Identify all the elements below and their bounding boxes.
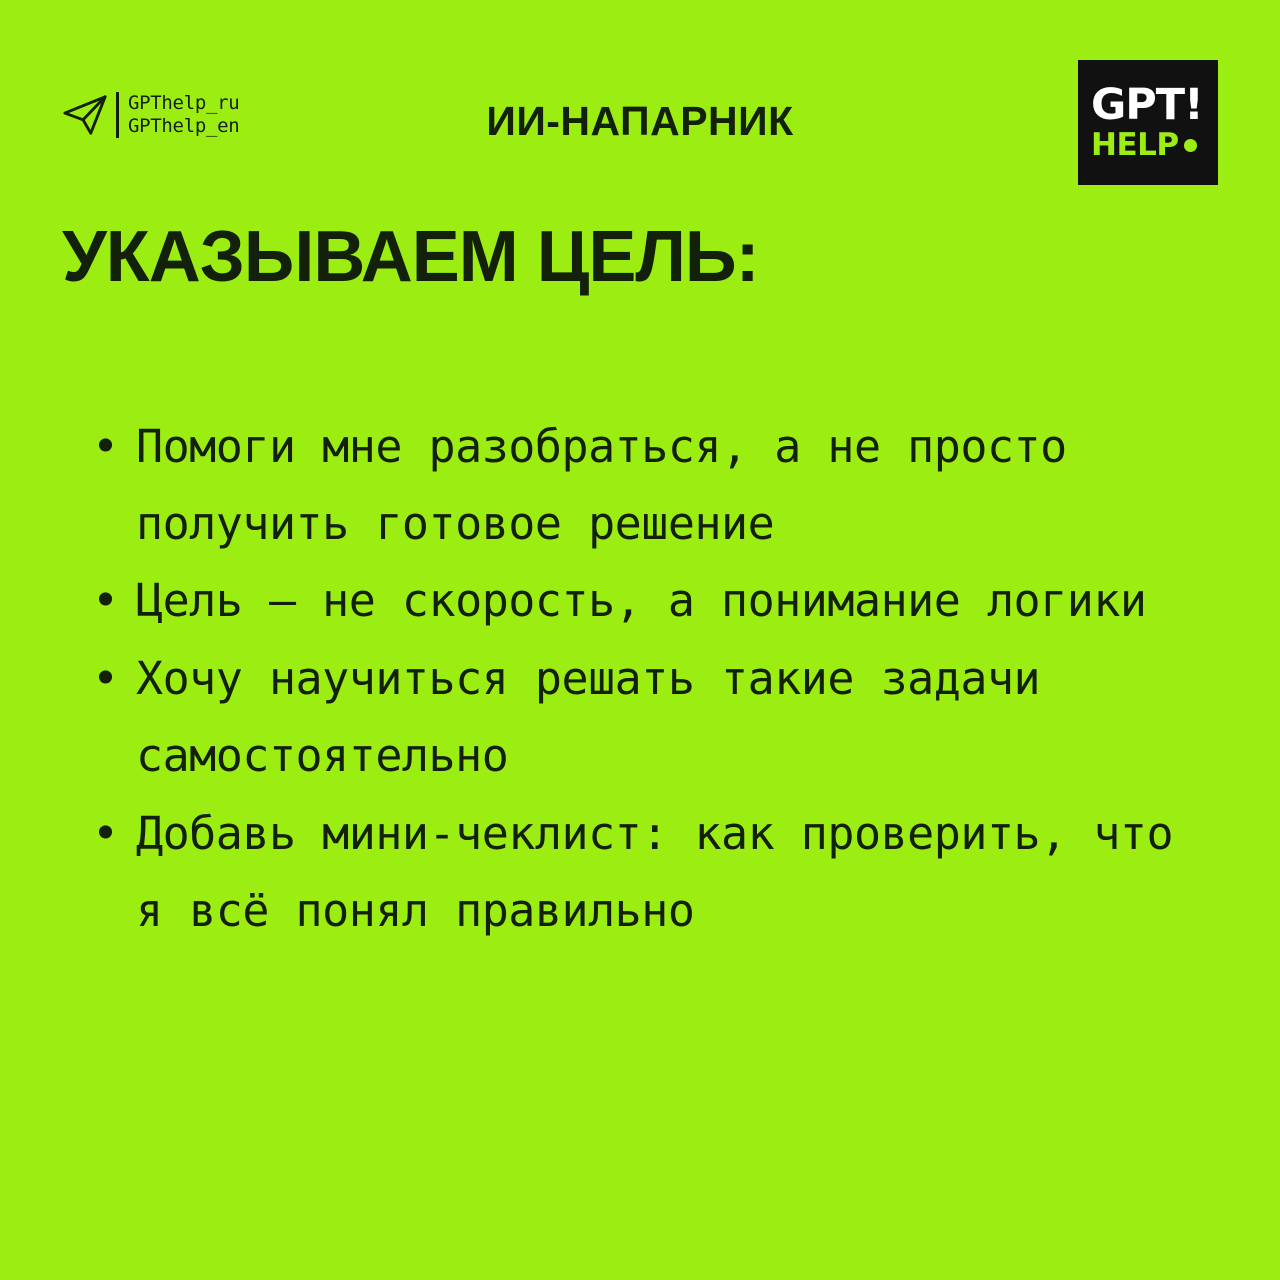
telegram-handle-en: GPThelp_en [128, 115, 240, 138]
bullet-list [0, 408, 1280, 950]
list-item: • Помоги мне разобраться, а не просто получить готовое решение [84, 408, 1210, 563]
gpthelp-logo [1078, 60, 1218, 185]
telegram-handle-ru: GPThelp_ru [128, 92, 240, 114]
list-item: • Цель — не скорость, а понимание логики [84, 562, 1210, 639]
logo-line-2-text: HELP [1091, 127, 1179, 163]
header [0, 0, 1280, 200]
list-item: • Добавь мини-чеклист: как проверить, что я всё понял правильно [84, 795, 1210, 950]
logo-dot-icon [1184, 139, 1197, 152]
page-title: УКАЗЫВАЕМ ЦЕЛЬ: [62, 217, 759, 297]
logo-line-1: GPT! [1091, 80, 1203, 130]
list-item: • Хочу научиться решать такие задачи самостоятельно [84, 640, 1210, 795]
kicker-label: ИИ-НАПАРНИК [486, 98, 794, 144]
logo-line-2 [1091, 127, 1197, 163]
